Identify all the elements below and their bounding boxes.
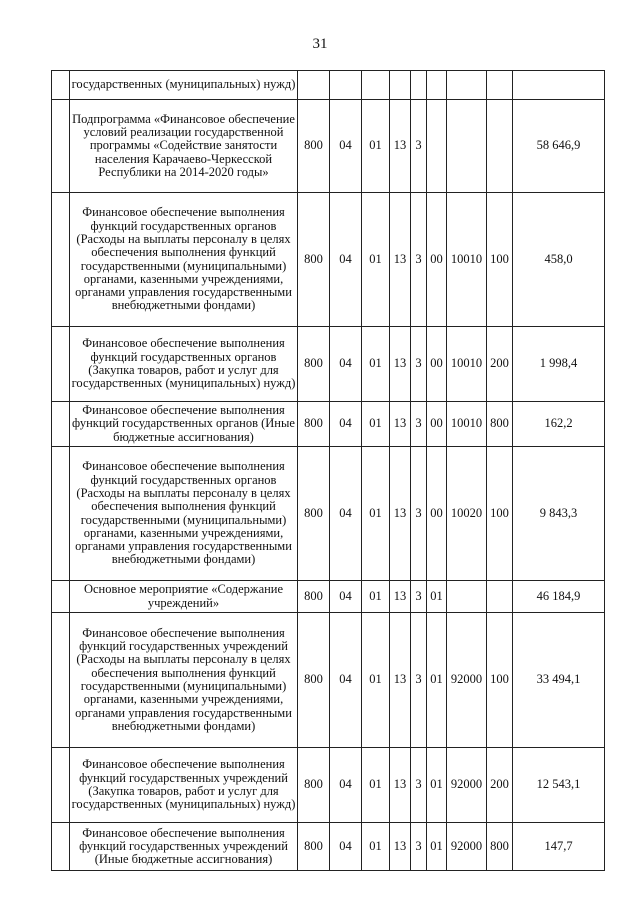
code-cell <box>362 71 390 100</box>
code-cell: 3 <box>411 748 427 823</box>
code-cell: 92000 <box>447 613 487 748</box>
row-number-cell <box>52 71 70 100</box>
code-cell: 800 <box>298 100 330 193</box>
code-cell: 10020 <box>447 447 487 581</box>
code-cell: 3 <box>411 327 427 402</box>
code-cell: 13 <box>390 613 411 748</box>
item-name: Финансовое обеспечение выполнения функций государственных учреждений (Расходы на выплаты персоналу в целях обеспечения выполнения функций государственными (муниципальными) органами, казенными учреждениями, органами управления государственными внебюджетными фондами) <box>70 613 298 748</box>
code-cell: 13 <box>390 581 411 613</box>
code-cell <box>427 100 447 193</box>
budget-table <box>51 70 605 871</box>
row-number-cell <box>52 193 70 327</box>
code-cell: 00 <box>427 327 447 402</box>
item-name: Финансовое обеспечение выполнения функций государственных органов (Закупка товаров, работ и услуг для государственных (муниципальных) нужд) <box>70 327 298 402</box>
code-cell: 3 <box>411 100 427 193</box>
amount-cell: 33 494,1 <box>513 613 605 748</box>
code-cell: 01 <box>362 447 390 581</box>
amount-cell: 58 646,9 <box>513 100 605 193</box>
amount-cell: 162,2 <box>513 402 605 447</box>
code-cell: 01 <box>362 581 390 613</box>
table-row <box>52 613 605 748</box>
code-cell: 04 <box>330 581 362 613</box>
amount-cell: 1 998,4 <box>513 327 605 402</box>
amount-cell: 46 184,9 <box>513 581 605 613</box>
code-cell: 04 <box>330 613 362 748</box>
code-cell: 800 <box>298 447 330 581</box>
row-number-cell <box>52 100 70 193</box>
code-cell: 01 <box>427 748 447 823</box>
code-cell: 800 <box>298 581 330 613</box>
code-cell: 00 <box>427 193 447 327</box>
code-cell: 800 <box>298 823 330 871</box>
row-number-cell <box>52 402 70 447</box>
table-row <box>52 748 605 823</box>
code-cell: 01 <box>362 823 390 871</box>
code-cell: 01 <box>427 613 447 748</box>
code-cell <box>447 581 487 613</box>
item-name: Финансовое обеспечение выполнения функций государственных органов (Расходы на выплаты персоналу в целях обеспечения выполнения функций государственными (муниципальными) органами, казенными учреждениями, органами управления государственными внебюджетными фондами) <box>70 447 298 581</box>
code-cell: 01 <box>362 193 390 327</box>
code-cell: 04 <box>330 823 362 871</box>
table-row <box>52 71 605 100</box>
page-number: 31 <box>312 36 328 52</box>
code-cell: 13 <box>390 193 411 327</box>
code-cell: 00 <box>427 447 447 581</box>
code-cell: 800 <box>298 327 330 402</box>
code-cell: 800 <box>487 402 513 447</box>
amount-cell: 9 843,3 <box>513 447 605 581</box>
table-row <box>52 402 605 447</box>
table-row <box>52 100 605 193</box>
code-cell: 100 <box>487 613 513 748</box>
code-cell <box>411 71 427 100</box>
row-number-cell <box>52 327 70 402</box>
code-cell: 04 <box>330 402 362 447</box>
code-cell: 200 <box>487 327 513 402</box>
code-cell <box>447 100 487 193</box>
code-cell <box>330 71 362 100</box>
code-cell <box>447 71 487 100</box>
code-cell <box>298 71 330 100</box>
code-cell: 04 <box>330 327 362 402</box>
code-cell: 01 <box>362 100 390 193</box>
code-cell: 800 <box>298 402 330 447</box>
code-cell: 3 <box>411 613 427 748</box>
code-cell: 13 <box>390 327 411 402</box>
item-name: Подпрограмма «Финансовое обеспечение условий реализации государственной программы «Содействие занятости населения Карачаево-Черкесской Республики на 2014-2020 годы» <box>70 100 298 193</box>
table-row <box>52 823 605 871</box>
row-number-cell <box>52 581 70 613</box>
table-row <box>52 447 605 581</box>
code-cell: 200 <box>487 748 513 823</box>
row-number-cell <box>52 823 70 871</box>
code-cell: 92000 <box>447 748 487 823</box>
code-cell: 3 <box>411 581 427 613</box>
item-name: Финансовое обеспечение выполнения функций государственных учреждений (Закупка товаров, работ и услуг для государственных (муниципальных) нужд) <box>70 748 298 823</box>
row-number-cell <box>52 613 70 748</box>
code-cell: 92000 <box>447 823 487 871</box>
code-cell: 3 <box>411 447 427 581</box>
code-cell: 01 <box>362 613 390 748</box>
code-cell: 01 <box>362 327 390 402</box>
amount-cell <box>513 71 605 100</box>
code-cell: 3 <box>411 823 427 871</box>
code-cell: 01 <box>427 581 447 613</box>
table-row <box>52 193 605 327</box>
amount-cell: 147,7 <box>513 823 605 871</box>
code-cell: 100 <box>487 447 513 581</box>
item-name: Финансовое обеспечение выполнения функций государственных органов (Расходы на выплаты персоналу в целях обеспечения выполнения функций государственными (муниципальными) органами, казенными учреждениями, органами управления государственными внебюджетными фондами) <box>70 193 298 327</box>
code-cell <box>487 100 513 193</box>
code-cell <box>487 71 513 100</box>
code-cell: 10010 <box>447 327 487 402</box>
code-cell: 04 <box>330 193 362 327</box>
code-cell: 13 <box>390 447 411 581</box>
row-number-cell <box>52 447 70 581</box>
item-name: Финансовое обеспечение выполнения функций государственных учреждений (Иные бюджетные ассигнования) <box>70 823 298 871</box>
code-cell: 3 <box>411 402 427 447</box>
code-cell: 100 <box>487 193 513 327</box>
code-cell: 04 <box>330 100 362 193</box>
table-row <box>52 581 605 613</box>
code-cell: 13 <box>390 823 411 871</box>
code-cell: 01 <box>362 748 390 823</box>
code-cell: 13 <box>390 402 411 447</box>
item-name: государственных (муниципальных) нужд) <box>70 71 298 100</box>
code-cell <box>487 581 513 613</box>
code-cell: 800 <box>298 748 330 823</box>
code-cell: 01 <box>362 402 390 447</box>
code-cell: 04 <box>330 447 362 581</box>
code-cell: 800 <box>487 823 513 871</box>
code-cell: 800 <box>298 193 330 327</box>
item-name: Финансовое обеспечение выполнения функций государственных органов (Иные бюджетные ассигнования) <box>70 402 298 447</box>
code-cell: 10010 <box>447 193 487 327</box>
code-cell <box>427 71 447 100</box>
code-cell: 00 <box>427 402 447 447</box>
code-cell: 01 <box>427 823 447 871</box>
row-number-cell <box>52 748 70 823</box>
code-cell: 04 <box>330 748 362 823</box>
amount-cell: 458,0 <box>513 193 605 327</box>
code-cell: 3 <box>411 193 427 327</box>
item-name: Основное мероприятие «Содержание учреждений» <box>70 581 298 613</box>
code-cell: 10010 <box>447 402 487 447</box>
amount-cell: 12 543,1 <box>513 748 605 823</box>
code-cell: 800 <box>298 613 330 748</box>
table-row <box>52 327 605 402</box>
code-cell <box>390 71 411 100</box>
code-cell: 13 <box>390 748 411 823</box>
code-cell: 13 <box>390 100 411 193</box>
